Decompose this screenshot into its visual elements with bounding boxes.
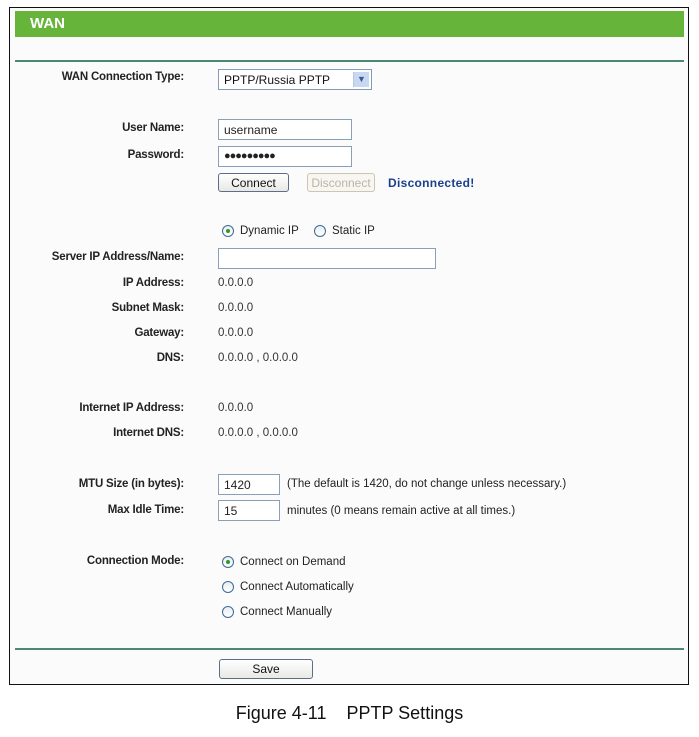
disconnect-button[interactable]: Disconnect: [307, 173, 375, 192]
idle-label: Max Idle Time:: [107, 504, 184, 516]
wan-type-value: PPTP/Russia PPTP: [224, 73, 331, 87]
internet-dns-value: 0.0.0.0 , 0.0.0.0: [218, 427, 298, 439]
mask-label: Subnet Mask:: [111, 302, 184, 314]
dns-label: DNS:: [156, 352, 184, 364]
figure-caption: Figure 4-11 PPTP Settings: [235, 703, 464, 723]
ip-label: IP Address:: [122, 277, 184, 289]
radio-connect-on-demand[interactable]: [222, 556, 345, 568]
radio-unchecked-icon[interactable]: [222, 606, 234, 618]
mtu-label: MTU Size (in bytes):: [78, 478, 184, 490]
password-label: Password:: [127, 149, 184, 161]
wan-panel: [9, 7, 689, 685]
radio-connect-manually[interactable]: [222, 606, 332, 618]
save-button[interactable]: Save: [219, 659, 313, 679]
idle-input[interactable]: [218, 500, 280, 521]
ip-value: 0.0.0.0: [218, 277, 254, 289]
connect-button[interactable]: Connect: [218, 173, 289, 192]
username-label: User Name:: [122, 122, 184, 134]
dns-value: 0.0.0.0 , 0.0.0.0: [218, 352, 298, 364]
mtu-note: (The default is 1420, do not change unless necessary.): [287, 478, 567, 490]
radio-dynamic-ip-label: Dynamic IP: [240, 225, 299, 237]
wan-type-select[interactable]: [218, 69, 372, 90]
internet-ip-value: 0.0.0.0: [218, 402, 254, 414]
internet-ip-label: Internet IP Address:: [79, 402, 184, 414]
internet-dns-label: Internet DNS:: [113, 427, 184, 439]
radio-static-ip[interactable]: [314, 225, 375, 237]
radio-unchecked-icon[interactable]: [314, 225, 326, 237]
username-input[interactable]: [218, 119, 352, 140]
divider-bottom: [15, 648, 684, 650]
password-input[interactable]: ●●●●●●●●●: [218, 146, 352, 167]
connection-mode-label: Connection Mode:: [86, 555, 184, 567]
server-input[interactable]: [218, 248, 436, 269]
gateway-value: 0.0.0.0: [218, 327, 254, 339]
mtu-input[interactable]: [218, 474, 280, 495]
radio-connect-automatically[interactable]: [222, 581, 354, 593]
radio-checked-icon[interactable]: [222, 225, 234, 237]
radio-connect-manually-label: Connect Manually: [240, 606, 333, 618]
divider-top: [15, 60, 684, 62]
gateway-label: Gateway:: [134, 327, 184, 339]
connection-status: Disconnected!: [388, 176, 475, 190]
chevron-down-icon[interactable]: ▼: [353, 72, 369, 87]
mask-value: 0.0.0.0: [218, 302, 254, 314]
radio-unchecked-icon[interactable]: [222, 581, 234, 593]
radio-dynamic-ip[interactable]: [222, 225, 299, 237]
wan-type-label: WAN Connection Type:: [61, 71, 184, 83]
server-label: Server IP Address/Name:: [51, 251, 184, 263]
radio-connect-on-demand-label: Connect on Demand: [240, 556, 346, 568]
panel-header: [15, 11, 684, 37]
idle-note: minutes (0 means remain active at all times.): [287, 505, 516, 517]
radio-connect-automatically-label: Connect Automatically: [240, 581, 354, 593]
radio-static-ip-label: Static IP: [332, 225, 375, 237]
radio-checked-icon[interactable]: [222, 556, 234, 568]
panel-title: WAN: [30, 15, 65, 32]
